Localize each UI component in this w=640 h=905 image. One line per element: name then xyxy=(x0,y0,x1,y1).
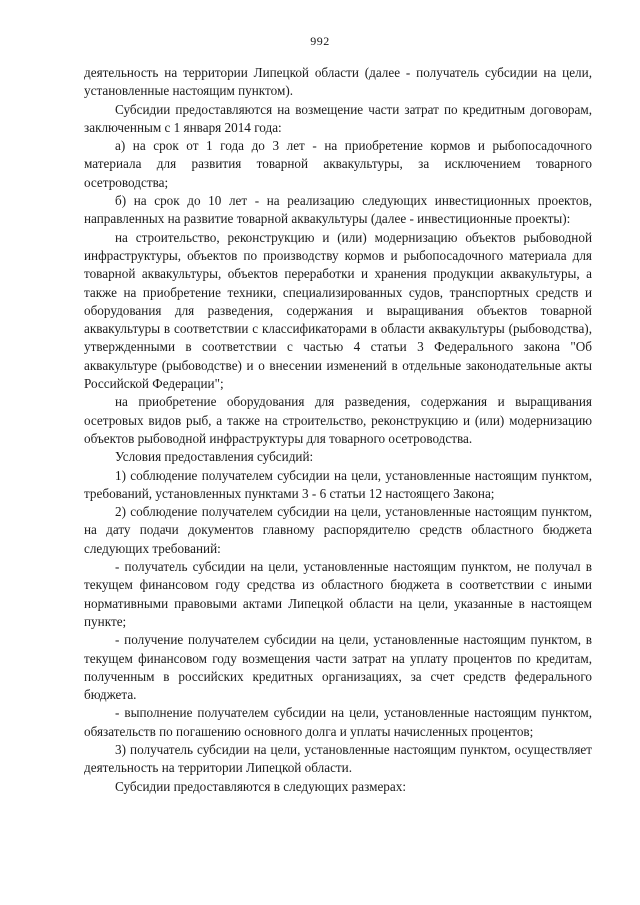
page-number: 992 xyxy=(310,34,330,48)
document-body xyxy=(84,64,592,796)
paragraph-conditions-heading: Условия предоставления субсидий: xyxy=(115,449,314,465)
paragraph-condition-1: 1) соблюдение получателем субсидии на цели, установленные настоящим пунктом, требований, установленных пунктами 3 - 6 статьи 12 настоящего Закона; xyxy=(84,467,592,501)
paragraph-item-a: а) на срок от 1 года до 3 лет - на приобретение кормов и рыбопосадочного материала для развития товарной аквакультуры, за исключением товарного осетроводства; xyxy=(84,138,592,190)
paragraph-subsidy-purpose: Субсидии предоставляются на возмещение части затрат по кредитным договорам, заключенным с 1 января 2014 года: xyxy=(84,101,592,135)
paragraph-amounts-heading: Субсидии предоставляются в следующих размерах: xyxy=(115,778,407,794)
paragraph-sturgeon-equipment: на приобретение оборудования для разведения, содержания и выращивания осетровых видов рыб, а также на строительство, реконструкцию и (или) модернизацию объектов рыбоводной инфраструктуры для товарного осетроводства. xyxy=(84,394,592,446)
paragraph-requirement-1: - получатель субсидии на цели, установленные настоящим пунктом, не получал в текущем финансовом году средства из областного бюджета в соответствии с иными нормативными правовыми актами Липецкой области на цели, указанные в настоящем пункте; xyxy=(84,559,592,629)
paragraph-construction: на строительство, реконструкцию и (или) модернизацию объектов рыбоводной инфраструктуры, объектов по производству кормов и рыбопосадочного материала для товарной аквакультуры, объектов переработки и хранения продукции аквакультуры, а также на приобретение техники, специализированных судов, транспортных средств и оборудования для разведения, содержания и выращивания объектов товарной аквакультуры в соответствии с классификаторами в области аквакультуры (рыбоводства), утвержденными в соответствии с частью 4 статьи 3 Федерального закона "Об аквакультуре (рыбоводстве) и о внесении изменений в отдельные законодательные акты Российской Федерации"; xyxy=(84,229,592,392)
paragraph-requirement-2: - получение получателем субсидии на цели, установленные настоящим пунктом, в текущем финансовом году возмещения части затрат на уплату процентов по кредитам, полученным в российских кредитных организациях, за счет средств федерального бюджета. xyxy=(84,632,592,703)
paragraph-condition-3: 3) получатель субсидии на цели, установленные настоящим пунктом, осуществляет деятельность на территории Липецкой области. xyxy=(84,741,592,776)
paragraph-continuation: деятельность на территории Липецкой области (далее - получатель субсидии на цели, установленные настоящим пунктом). xyxy=(84,65,592,99)
paragraph-requirement-3: - выполнение получателем субсидии на цели, установленные настоящим пунктом, обязательств по погашению основного долга и уплаты начисленных процентов; xyxy=(84,705,592,739)
paragraph-condition-2: 2) соблюдение получателем субсидии на цели, установленные настоящим пунктом, на дату подачи документов главному распорядителю средств областного бюджета следующих требований: xyxy=(84,504,592,556)
paragraph-item-b: б) на срок до 10 лет - на реализацию следующих инвестиционных проектов, направленных на развитие товарной аквакультуры (далее - инвестиционные проекты): xyxy=(84,193,592,227)
